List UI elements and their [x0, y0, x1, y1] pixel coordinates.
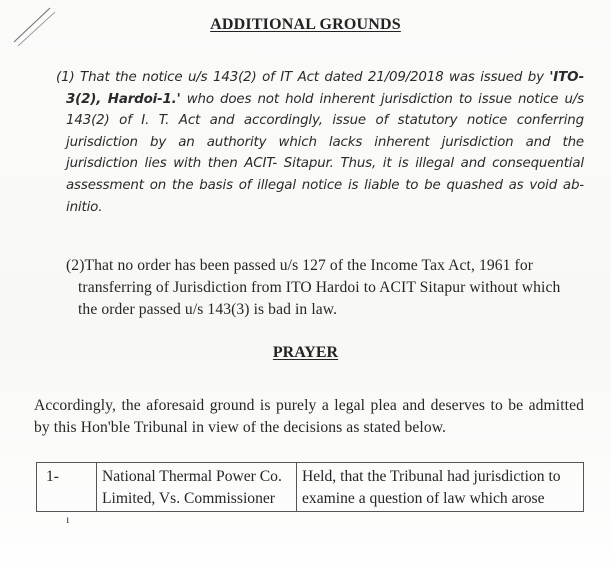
case-held-line-1: Held, that the Tribunal had jurisdiction to [302, 468, 561, 485]
table-row [37, 463, 584, 512]
case-held-line-2: examine a question of law which arose [302, 490, 545, 507]
additional-grounds-heading [0, 16, 611, 34]
ground-2-number: (2) [66, 257, 85, 274]
pen-stroke-mark [0, 0, 70, 70]
ground-2-line-2: transferring of Jurisdiction from ITO Hardoi to ACIT Sitapur without which [78, 279, 561, 296]
prayer-paragraph: Accordingly, the aforesaid ground is purely a legal plea and deserves to be admitted by this Hon'ble Tribunal in view of the decisions as stated below. [34, 397, 584, 436]
stray-mark: ı [66, 512, 70, 526]
ground-1-text-after: who does not hold inherent jurisdiction to issue notice u/s 143(2) of I. T. Act and accordingly, issue of statutory notice conferring jurisdiction by an authority which lacks inherent jurisdiction and the jurisdiction lies with then ACIT- Sitapur. Thus, it is illegal and consequential assessment on the basis of illegal notice is liable to be quashed as void ab-initio. [66, 91, 584, 215]
case-parties-line-1: National Thermal Power Co. [102, 468, 282, 485]
case-held [297, 463, 584, 512]
case-law-table [36, 462, 584, 512]
prayer-heading [0, 344, 611, 362]
ground-2 [66, 255, 586, 321]
ground-1 [56, 67, 585, 218]
ground-1-bold-authority: 'ITO-3(2), Hardoi-1.' [66, 70, 585, 107]
ground-1-number: (1) [56, 70, 75, 85]
ground-2-line-3: the order passed u/s 143(3) is bad in law. [78, 301, 338, 318]
ground-2-line-1: That no order has been passed u/s 127 of the Income Tax Act, 1961 for [84, 257, 534, 274]
prayer-heading-text: PRAYER [272, 344, 339, 361]
ground-1-text-before: That the notice u/s 143(2) of IT Act dated 21/09/2018 was issued by [80, 70, 550, 85]
case-parties [97, 463, 297, 512]
case-serial: 1- [37, 463, 97, 512]
case-parties-line-2: Limited, Vs. Commissioner [102, 490, 275, 507]
additional-grounds-heading-text: ADDITIONAL GROUNDS [210, 16, 401, 33]
